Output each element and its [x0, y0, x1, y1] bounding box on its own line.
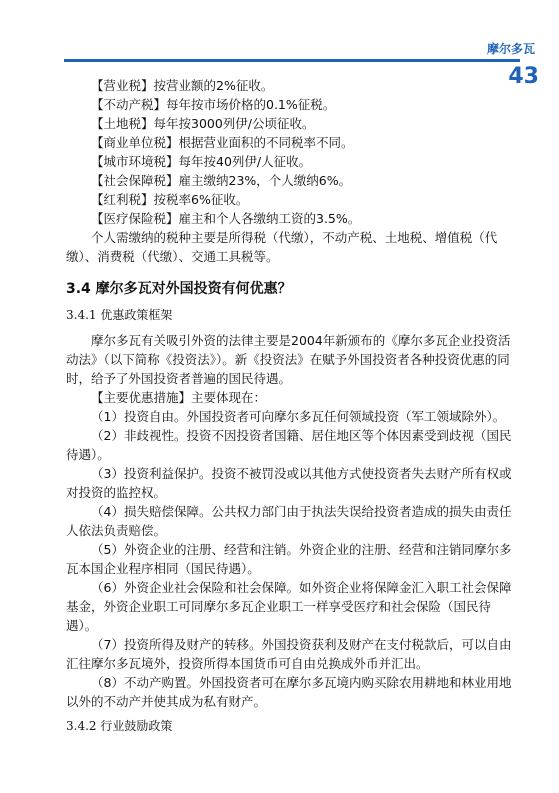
section-3-4-1-heading: 3.4.1 优惠政策框架	[66, 308, 173, 322]
section-3-4-heading: 3.4 摩尔多瓦对外国投资有何优惠？	[66, 281, 292, 297]
measure-item-loss-compensation: （4）损失赔偿保障。公共权力部门由于执法失误给投资者造成的损失由责任人依法负责赔偿。	[66, 504, 512, 538]
measure-item-interest-protection: （3）投资利益保护。投资不被罚没或以其他方式使投资者失去财产所有权或对投资的监控权。	[66, 466, 512, 500]
tax-item-commercial-unit: 【商业单位税】根据营业面积的不同税率不同。	[91, 135, 354, 150]
page-body	[66, 76, 512, 742]
tax-summary-paragraph: 个人需缴纳的税种主要是所得税（代缴），不动产税、土地税、增值税（代缴）、消费税（代缴）、交通工具税等。	[66, 230, 498, 264]
measure-item-non-discrimination: （2）非歧视性。投资不因投资者国籍、居住地区等个体因素受到歧视（国民待遇）。	[66, 428, 512, 462]
tax-item-land: 【土地税】每年按3000列伊/公顷征收。	[91, 116, 315, 131]
page-number: 43	[508, 64, 539, 89]
tax-item-dividend: 【红利税】按税率6%征收。	[91, 192, 249, 207]
measure-item-profit-transfer: （7）投资所得及财产的转移。外国投资获利及财产在支付税款后，可以自由汇往摩尔多瓦境外，投资所得本国货币可自由兑换成外币并汇出。	[66, 637, 512, 671]
header-rule	[64, 59, 520, 62]
section-3-4-2-heading: 3.4.2 行业鼓励政策	[66, 719, 173, 733]
tax-item-real-estate: 【不动产税】每年按市场价格的0.1%征税。	[91, 97, 336, 112]
framework-intro-paragraph: 摩尔多瓦有关吸引外资的法律主要是2004年新颁布的《摩尔多瓦企业投资活动法》（以下简称《投资法》）。新《投资法》在赋予外国投资者各种投资优惠的同时，给予了外国投资者普遍的国民待遇。	[66, 333, 511, 386]
measure-item-social-insurance: （6）外资企业社会保险和社会保障。如外资企业将保障金汇入职工社会保障基金，外资企业职工可同摩尔多瓦企业职工一样享受医疗和社会保险（国民待遇）。	[66, 580, 512, 633]
tax-list	[66, 76, 512, 228]
tax-item-medical-insurance: 【医疗保险税】雇主和个人各缴纳工资的3.5%。	[91, 211, 361, 226]
measures-lead: 【主要优惠措施】主要体现在：	[91, 390, 267, 405]
tax-item-business: 【营业税】按营业额的2%征收。	[91, 78, 274, 93]
tax-item-urban-environment: 【城市环境税】每年按40列伊/人征收。	[91, 154, 312, 169]
measure-item-real-estate-purchase: （8）不动产购置。外国投资者可在摩尔多瓦境内购买除农用耕地和林业用地以外的不动产并使其成为私有财产。	[66, 675, 512, 709]
measure-item-investment-freedom: （1）投资自由。外国投资者可向摩尔多瓦任何领域投资（军工领域除外）。	[91, 409, 506, 424]
tax-item-social-security: 【社会保障税】雇主缴纳23%，个人缴纳6%。	[91, 173, 352, 188]
measure-item-registration: （5）外资企业的注册、经营和注销。外资企业的注册、经营和注销同摩尔多瓦本国企业程序相同（国民待遇）。	[66, 542, 512, 576]
running-header-title: 摩尔多瓦	[486, 42, 535, 56]
